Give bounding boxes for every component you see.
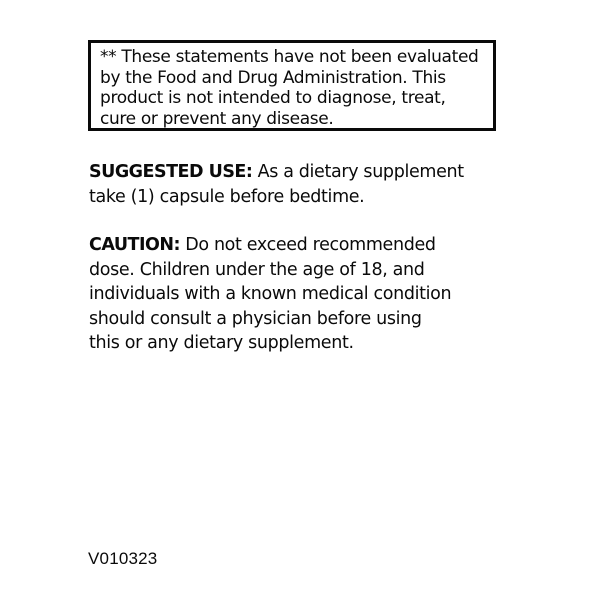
disclaimer-line: cure or prevent any disease. xyxy=(100,108,334,129)
disclaimer-line: by the Food and Drug Administration. This xyxy=(100,67,446,88)
suggested-use-line xyxy=(89,160,559,185)
caution-text: Do not exceed recommended xyxy=(180,235,436,255)
disclaimer-line: ** These statements have not been evaluated xyxy=(100,47,479,67)
fda-disclaimer-box xyxy=(88,40,496,131)
caution-line xyxy=(89,233,559,258)
version-code: V010323 xyxy=(88,549,158,568)
suggested-use-text: As a dietary supplement xyxy=(252,162,464,182)
disclaimer-line: product is not intended to diagnose, treat, xyxy=(100,88,446,108)
caution-line: should consult a physician before using xyxy=(89,308,422,329)
suggested-use-line: take (1) capsule before bedtime. xyxy=(89,186,365,207)
suggested-use-section xyxy=(89,160,559,209)
caution-heading: CAUTION: xyxy=(89,235,181,255)
caution-line: individuals with a known medical condition xyxy=(89,284,452,304)
caution-line: this or any dietary supplement. xyxy=(89,333,354,353)
caution-section xyxy=(89,233,559,356)
suggested-use-heading: SUGGESTED USE: xyxy=(89,162,253,182)
caution-line: dose. Children under the age of 18, and xyxy=(89,259,425,280)
